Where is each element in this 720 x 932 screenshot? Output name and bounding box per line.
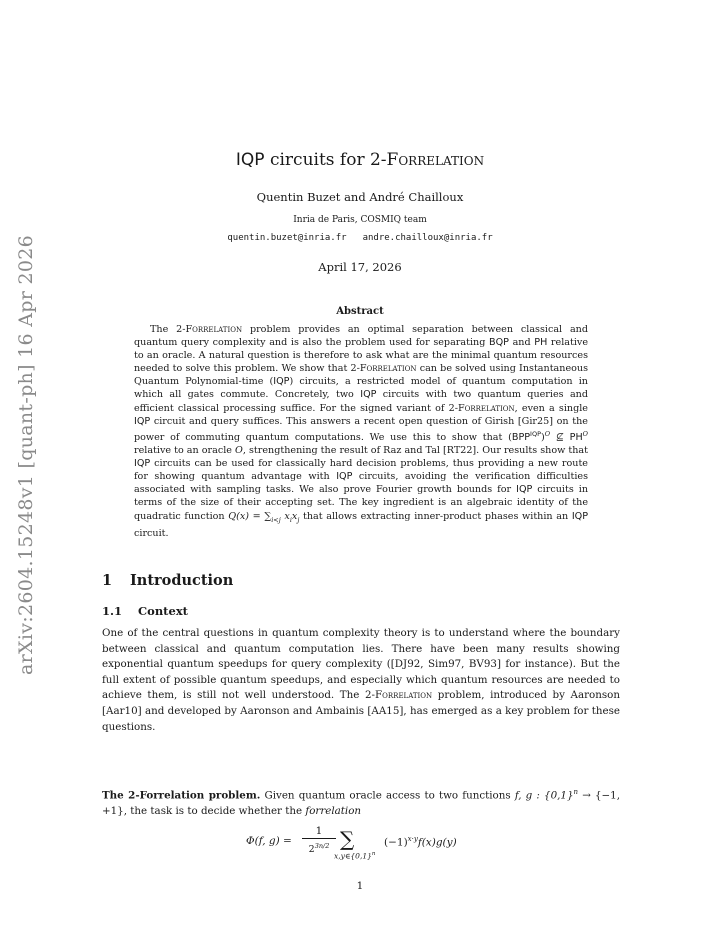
email-buzet[interactable]: quentin.buzet@inria.fr <box>227 233 347 243</box>
forrelation-paragraph: The 2-Forrelation problem. Given quantum oracle access to two functions f, g : $\{0,1\}^n \to \{-1$, +1}, the task is to decide whether the forrelation <box>102 788 621 818</box>
paper-title: IQP circuits for 2-Forrelation <box>235 150 485 170</box>
abstract-body: The 2-Forrelation problem provides an optimal separation between classical and quantum query complexity and is also the problem used for separating BQP and PH relative to an oracle. A natural question is therefore to ask what are the minimal quantum resources needed to solve this problem. We show that 2-Forrelation can be solved using Instantaneous Quantum Polynomial-time (IQP) circuits, a restricted model of quantum computation in which all gates commute. Concretely, two IQP circuits with two quantum queries and efficient classical processing suffice. For the signed variant of 2-Forrelation, even a single IQP circuit and query suffices. This answers a recent open question of Girish [Gir25] on the power of commuting quantum computations. We use this to show that $(BPP^{IQP})^O$ ⊈ $PH^O$ relative to an oracle O, strengthening the result of Raz and Tal [RT22]. Our results show that IQP circuits can be used for classically hard decision problems, thus providing a new route for showing quantum advantage with IQP circuits, avoiding the verification difficulties associated with sampling tasks. We also prove Fourier growth bounds for IQP circuits in terms of the size of their accepting set. The key ingredient is an algebraic identity of the quadratic function $Q(x) = \sum_{i<j}$ $x_ix_j$ that allows extracting inner-product phases within an IQP circuit. <box>134 324 589 539</box>
abstract-heading: Abstract <box>336 306 384 317</box>
subsection-heading-context: 1.1 Context <box>102 604 188 618</box>
authors: Quentin Buzet and André Chailloux <box>256 190 464 204</box>
email-chailloux[interactable]: andre.chailloux@inria.fr <box>362 233 493 243</box>
forrelation-formula: Φ(f, g) = $\frac{1}{2^{3n/2}}$ ∑ $x,y\in\{0,1\}^n$ $(-1)^{x\cdot y}f(x)g(y)$ <box>246 825 457 861</box>
intro-paragraph: One of the central questions in quantum complexity theory is to understand where the boundary between classical and quantum computation lies. There have been many results showing exponential quantum speedups for query complexity ([DJ92, Sim97, BV93] for instance). But the full extent of possible quantum speedups, and especially which quantum resources are needed to achieve them, is still not well understood. The 2-Forrelation problem, introduced by Aaronson [Aar10] and developed by Aaronson and Ambainis [AA15], has emerged as a key problem for these questions. <box>102 627 620 733</box>
emails <box>0 233 720 243</box>
page-number: 1 <box>356 880 364 892</box>
section-heading-introduction: 1 Introduction <box>102 572 234 589</box>
affiliation: Inria de Paris, COSMIQ team <box>293 215 427 225</box>
date: April 17, 2026 <box>318 260 402 274</box>
arxiv-identifier: arXiv:2604.15248v1 [quant-ph] 16 Apr 2026 <box>15 234 38 676</box>
